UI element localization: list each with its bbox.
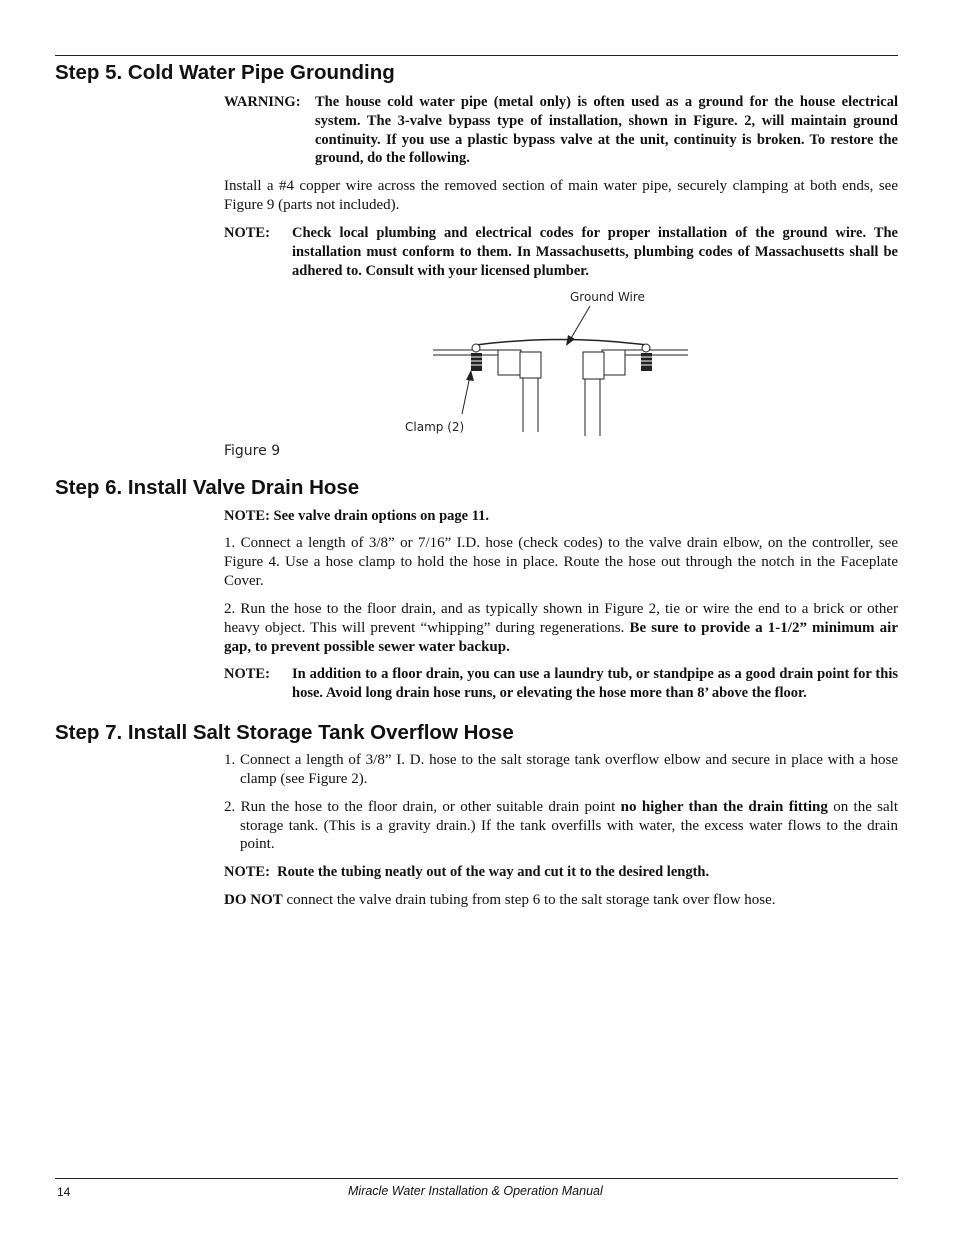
warning-text: The house cold water pipe (metal only) is often used as a ground for the house electrical system. The 3-valve bypass type of installation, shown in Figure. 2, will maintain ground continuity. If you use a plastic bypass valve at the unit, continuity is broken. To restore the ground, do the following. [315, 94, 898, 167]
top-rule [55, 55, 898, 56]
step6-note [224, 665, 898, 703]
step5-warning [224, 93, 898, 168]
donot-label: DO NOT [224, 892, 283, 908]
left-clamp [471, 344, 482, 371]
step7-item2-text-end: on the salt storage tank. (This is a gravity drain.) If the tank overfills with water, the excess water flows to the drain point. [240, 799, 899, 852]
footer-rule [55, 1178, 898, 1179]
step7-item2-emphasis: no higher than the drain fitting [620, 799, 828, 815]
note-label: NOTE: [224, 666, 270, 682]
step7-heading: Step 7. Install Salt Storage Tank Overflow Hose [55, 721, 514, 744]
note-label: NOTE: [224, 225, 270, 241]
donot-text: connect the valve drain tubing from step 6 to the salt storage tank over flow hose. [286, 892, 776, 908]
step7-item2-text: 2. Run the hose to the floor drain, or other suitable drain point [224, 799, 616, 815]
page-number: 14 [57, 1185, 71, 1199]
step7-item1: 1. Connect a length of 3/8” I. D. hose to the salt storage tank overflow elbow and secure in place with a hose clamp (see Figure 2). [224, 752, 898, 787]
step6-item2-warning: Be sure to provide a 1-1/2” minimum air gap, to prevent possible sewer water backup. [224, 620, 898, 655]
step5-note [224, 224, 898, 280]
step7-item2 [224, 798, 898, 854]
step5-heading: Step 5. Cold Water Pipe Grounding [55, 61, 395, 84]
step6-note-options: NOTE: See valve drain options on page 11. [224, 508, 490, 524]
note-text: In addition to a floor drain, you can use a laundry tub, or standpipe as a good drain point for this hose. Avoid long drain hose runs, or elevating the hose more than 8’ above the floor. [292, 666, 898, 701]
right-clamp [641, 344, 652, 371]
note-text: Check local plumbing and electrical codes for proper installation of the ground wire. The installation must conform to them. In Massachusetts, plumbing codes of Massachusetts shall be adhered to. Consult with your licensed plumber. [292, 225, 898, 279]
figure9-caption: Figure 9 [224, 443, 281, 459]
step6-item2 [224, 600, 898, 657]
warning-label: WARNING: [224, 94, 301, 110]
step5-body: Install a #4 copper wire across the removed section of main water pipe, securely clamping at both ends, see Figure 9 (parts not included). [224, 178, 898, 213]
step6-heading: Step 6. Install Valve Drain Hose [55, 476, 360, 499]
step6-item1: 1. Connect a length of 3/8” or 7/16” I.D. hose (check codes) to the valve drain elbow, on the controller, see Figure 4. Use a hose clamp to hold the hose in place. Route the hose out through the notch in the Faceplate Cover. [224, 535, 898, 589]
clamp-label: Clamp (2) [405, 420, 465, 434]
step7-note: NOTE: Route the tubing neatly out of the way and cut it to the desired length. [224, 864, 710, 880]
footer-title: Miracle Water Installation & Operation Manual [348, 1184, 603, 1198]
step6-item2-text: 2. Run the hose to the floor drain, and as typically shown in Figure 2, tie or wire the end to a brick or other heavy object. This will prevent “whipping” during regenerations. [224, 601, 898, 636]
figure9-diagram [400, 286, 700, 438]
ground-wire-label: Ground Wire [570, 290, 645, 304]
step7-donot [224, 891, 898, 910]
